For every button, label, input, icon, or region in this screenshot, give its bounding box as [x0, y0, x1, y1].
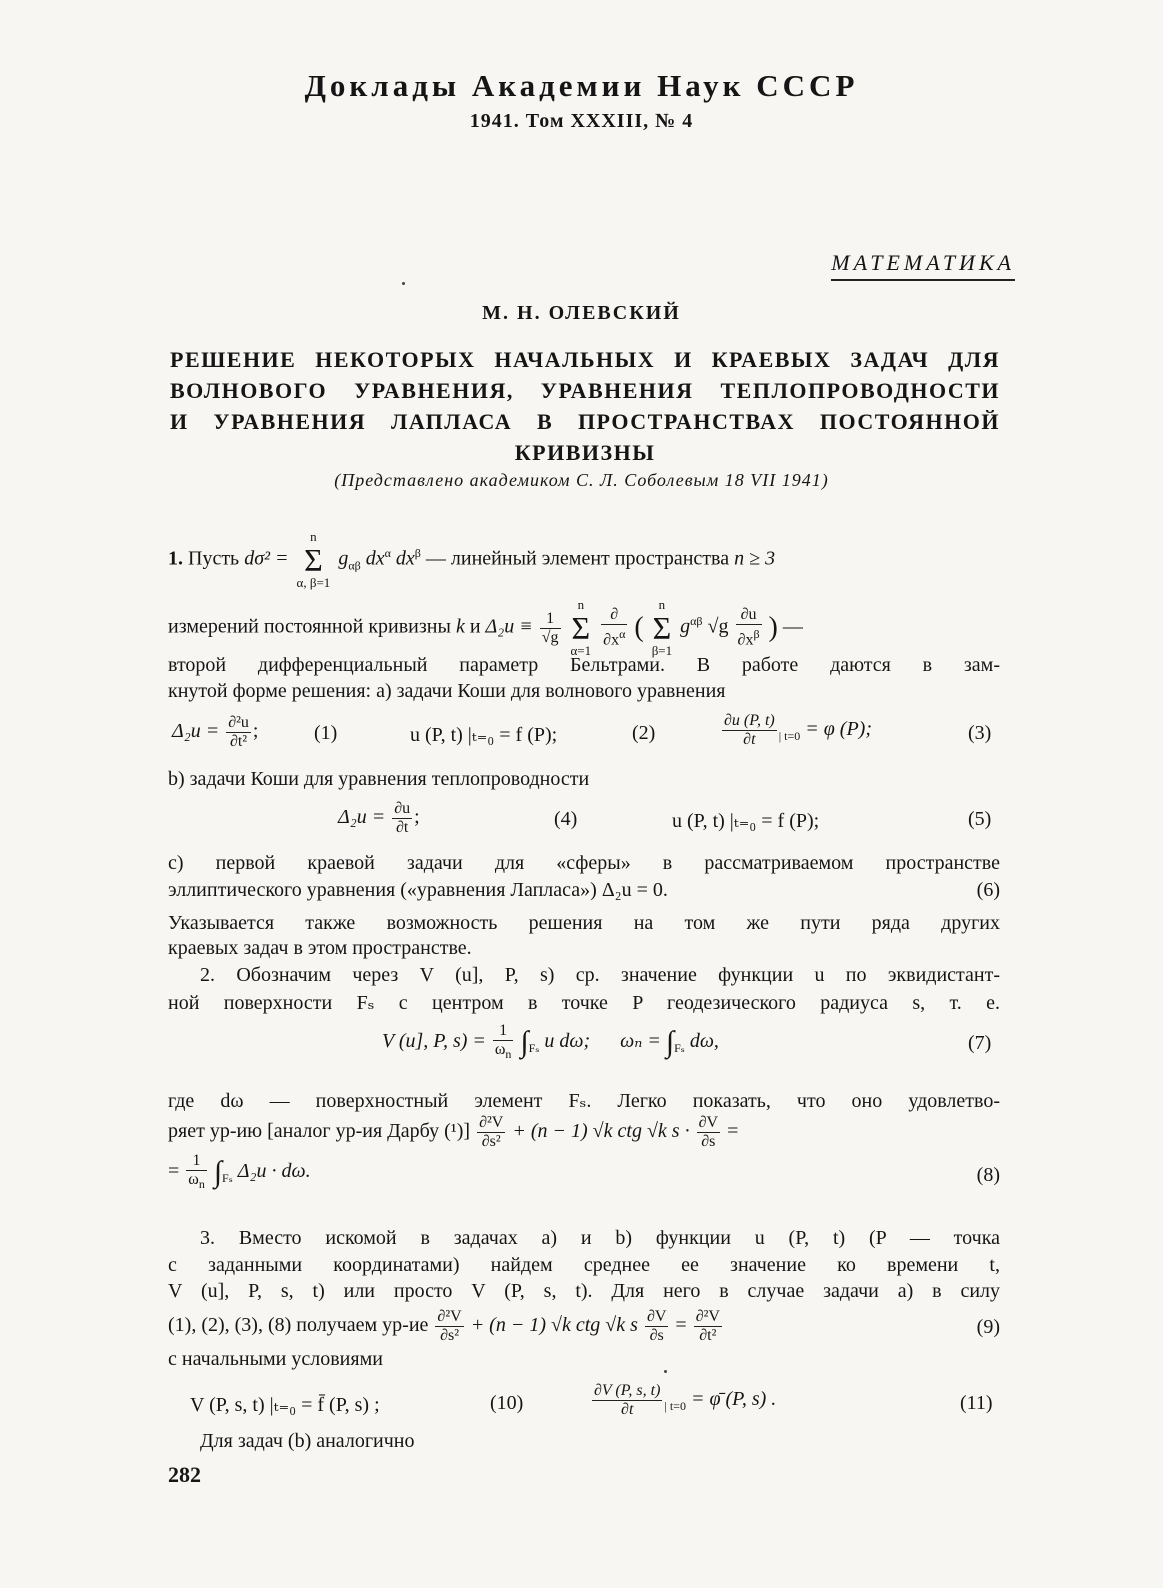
also-line-1: Указывается также возможность решения на том же пути ряда других	[168, 912, 1000, 934]
print-speck	[402, 282, 405, 285]
formula: k	[455, 615, 465, 638]
equation-number: (3)	[968, 722, 992, 744]
print-speck	[664, 1370, 667, 1373]
title-line: КРИВИЗНЫ	[514, 440, 656, 465]
page-number: 282	[168, 1462, 201, 1487]
paragraph-1-line-4: кнутой форме решения: a) задачи Коши для волнового уравнения	[168, 680, 726, 702]
issue-info: 1941. Том XXXIII, № 4	[469, 110, 694, 132]
also-line-2: краевых задач в этом пространстве.	[168, 937, 472, 959]
journal-title: Доклады Академии Наук СССР	[304, 68, 859, 103]
text: и	[469, 615, 481, 638]
formula: g	[338, 547, 349, 570]
section-label: МАТЕМАТИКА	[831, 250, 1015, 281]
text: Пусть	[188, 547, 240, 570]
paragraph-3-line-5: с начальными условиями	[168, 1348, 383, 1370]
section-number: 1.	[168, 547, 183, 570]
equation-number: (9)	[976, 1316, 1000, 1338]
paragraph-2-line-1: 2. Обозначим через V (u], P, s) ср. значение функции u по эквидистант-	[200, 964, 1000, 986]
equation-2: u (P, t) |ₜ₌₀ = f (P);	[410, 724, 558, 746]
formula: dσ² =	[244, 547, 289, 570]
title-line: И УРАВНЕНИЯ ЛАПЛАСА В ПРОСТРАНСТВАХ ПОСТОЯННОЙ	[170, 409, 1000, 434]
equation-number: (10)	[490, 1392, 524, 1414]
equation-number: (2)	[632, 722, 656, 744]
paragraph-2-line-2: ной поверхности Fₛ с центром в точке P геодезического радиуса s, т. е.	[168, 992, 1000, 1014]
paragraph-3-line-3: V (u], P, s, t) или просто V (P, s, t). Для него в случае задачи a) в силу	[168, 1280, 1000, 1302]
equation-number: (8)	[976, 1164, 1000, 1186]
sum-symbol: n Σ α, β=1	[296, 529, 331, 590]
item-b-line: b) задачи Коши для уравнения теплопроводности	[168, 768, 590, 790]
paragraph-3-line-4: (1), (2), (3), (8) получаем ур-ие $\frac{\text{∂²V}}{\text{∂s²}}$ + (n − 1) √k ctg √k s $\frac{\partial V}{\partial s}$ = $\frac{\text{∂²V}}{\text{∂t²}}$ (9)	[168, 1308, 1000, 1344]
author: М. Н. ОЛЕВСКИЙ	[482, 302, 681, 324]
equation-number: (1)	[314, 722, 338, 744]
equation-1: Δ₂u = $\frac{\text{∂²u}}{\text{∂t²}}$ ;	[172, 714, 259, 750]
paragraph-3-line-2: с заданными координатами) найдем среднее ее значение ко времени t,	[168, 1254, 1000, 1276]
title-line: РЕШЕНИЕ НЕКОТОРЫХ НАЧАЛЬНЫХ И КРАЕВЫХ ЗАДАЧ ДЛЯ	[170, 347, 1000, 372]
equation-number: (11)	[960, 1392, 993, 1414]
equation-number: (6)	[976, 879, 1000, 901]
equation-4: Δ₂u = $\frac{\partial u}{\partial t}$ ;	[338, 800, 420, 836]
paragraph-2-line-5: = $\frac{1}{\omega_n}$ $\int_{F_s}$ Δ₂u · dω. (8)	[168, 1152, 1000, 1192]
equation-5: u (P, t) |ₜ₌₀ = f (P);	[672, 810, 820, 832]
text: — линейный элемент пространства	[425, 547, 730, 570]
item-c-line-2: эллиптического уравнения («уравнения Лапласа») Δ₂u = 0. (6)	[168, 879, 1000, 901]
equation-number: (7)	[968, 1032, 992, 1054]
equation-number: (4)	[554, 808, 578, 830]
item-c-line-1: c) первой краевой задачи для «сферы» в рассматриваемом пространстве	[168, 852, 1000, 874]
text: измерений постоянной кривизны	[168, 615, 451, 638]
paragraph-3-line-1: 3. Вместо искомой в задачах a) и b) функции u (P, t) (P — точка	[200, 1227, 1000, 1249]
equation-7: V (u], P, s) = $\frac{1}{\omega_n}$ $\int_{F_s}$ u dω; $\omega_n = \int_{F_s}$ dω,	[382, 1022, 719, 1062]
last-line: Для задач (b) аналогично	[200, 1430, 415, 1452]
paragraph-1-line-3: второй дифференциальный параметр Бельтрами. В работе даются в зам-	[168, 654, 1000, 676]
presented-by: (Представлено академиком С. Л. Соболевым 18 VII 1941)	[334, 470, 829, 490]
formula: dx	[365, 547, 385, 570]
paragraph-2-line-4: ряет ур-ию [аналог ур-ия Дарбу (¹)] $\frac{\text{∂²V}}{\text{∂s²}}$ + (n − 1) √k ctg √k s · $\frac{\partial V}{\partial s}$ =	[168, 1114, 739, 1150]
formula: Δ₂u ≡	[485, 615, 533, 638]
equation-11: $\frac{\partial V (P, s, t)}{\partial t}$ $_{| t=0}$ = φ̄ (P, s) .	[594, 1382, 777, 1418]
formula: n ≥ 3	[734, 547, 776, 570]
paragraph-1-line-1: 1. Пусть dσ² = n Σ α, β=1 $g_{\alpha\beta}$ $dx^\alpha$ $dx^\beta$ — линейный элемент пространства n ≥ 3	[168, 529, 776, 590]
title-line: ВОЛНОВОГО УРАВНЕНИЯ, УРАВНЕНИЯ ТЕПЛОПРОВОДНОСТИ	[170, 378, 1000, 403]
equation-10: V (P, s, t) |ₜ₌₀ = f̄ (P, s) ;	[190, 1394, 380, 1416]
equation-3: $\frac{\partial u (P, t)}{\partial t}$ $_{| t=0}$ = φ (P);	[724, 712, 872, 748]
equation-number: (5)	[968, 808, 992, 830]
paragraph-1-line-2: измерений постоянной кривизны k и Δ₂u ≡ $\frac{1}{√g}$ n Σ α=1 $\frac{\partial}{\partial x^\alpha}$ ( n Σ β=1 $g^{\alpha\beta}$ √g $\frac{\partial u}{\partial x^\beta}$ ) —	[168, 597, 803, 658]
article-title	[170, 344, 1000, 468]
paragraph-2-line-3: где dω — поверхностный элемент Fₛ. Легко показать, что оно удовлетво-	[168, 1090, 1000, 1112]
